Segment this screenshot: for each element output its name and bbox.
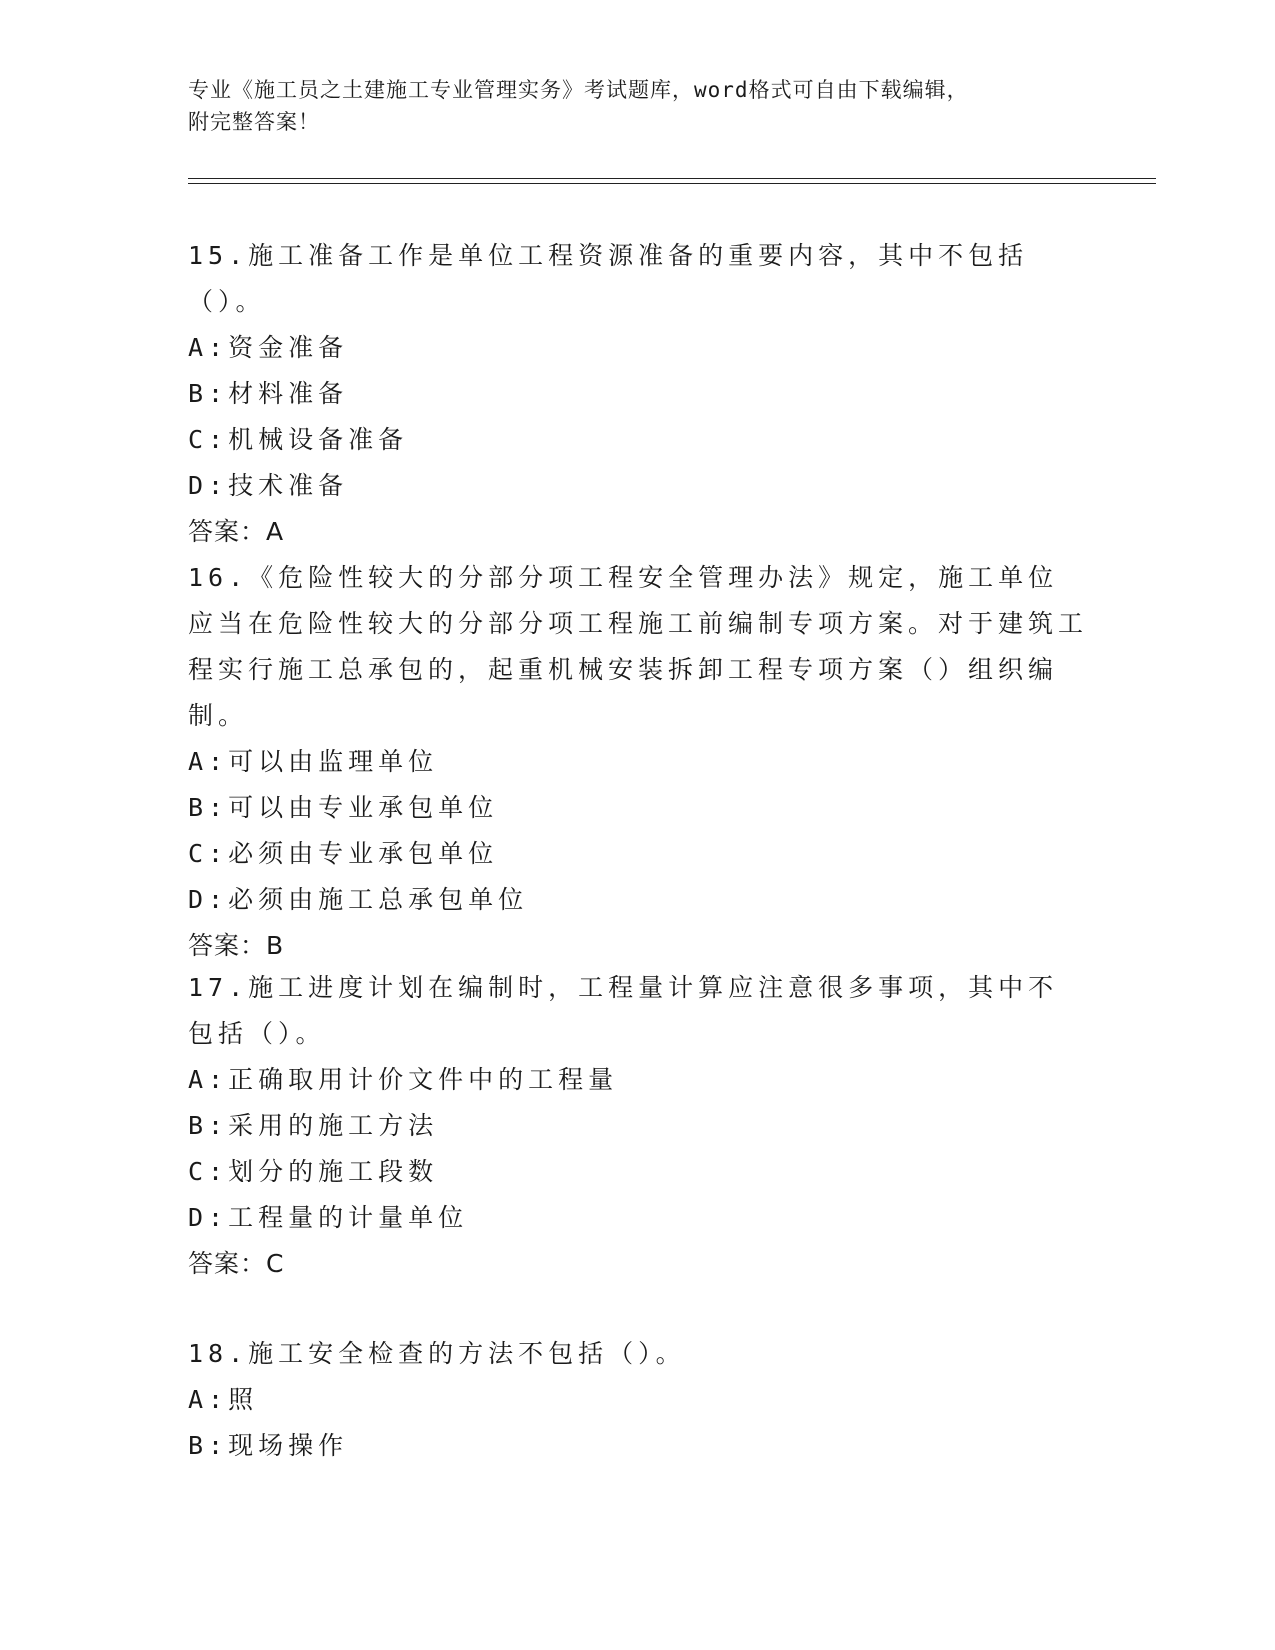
question-stem: 17.施工进度计划在编制时，工程量计算应注意很多事项，其中不包括（）。 [188,973,1059,1048]
option-key: A: [188,747,229,776]
option-text: 正确取用计价文件中的工程量 [228,1065,619,1094]
option-text: 技术准备 [228,471,349,500]
header-divider-bottom [188,183,1156,184]
option-key: D: [188,885,229,914]
option-c [188,831,1088,877]
header-divider-top [188,178,1156,179]
option-text: 必须由施工总承包单位 [228,885,529,914]
option-text: 机械设备准备 [228,425,409,454]
option-b [188,371,1088,417]
option-text: 可以由监理单位 [228,747,439,776]
option-a [188,739,1088,785]
option-key: A: [188,1065,229,1094]
document-header [188,74,1068,138]
header-line-2: 附完整答案！ [188,110,320,134]
option-key: C: [188,839,229,868]
option-text: 可以由专业承包单位 [228,793,499,822]
option-key: B: [188,1111,229,1140]
header-line-1: 专业《施工员之土建施工专业管理实务》考试题库，word格式可自由下载编辑， [188,78,969,102]
option-key: C: [188,425,229,454]
option-text: 必须由专业承包单位 [228,839,499,868]
answer-line: 答案：B [188,931,285,960]
option-text: 资金准备 [228,333,349,362]
answer-line: 答案：A [188,517,285,546]
option-text: 现场操作 [228,1431,349,1460]
option-key: A: [188,333,229,362]
option-text: 采用的施工方法 [228,1111,439,1140]
option-text: 材料准备 [228,379,349,408]
question-stem: 18.施工安全检查的方法不包括（）。 [188,1339,686,1368]
question-15 [188,233,1088,555]
option-key: C: [188,1157,229,1186]
answer-line: 答案：C [188,1249,285,1278]
option-c [188,1149,1088,1195]
option-key: B: [188,1431,229,1460]
option-text: 划分的施工段数 [228,1157,439,1186]
option-d [188,877,1088,923]
question-stem: 16.《危险性较大的分部分项工程安全管理办法》规定，施工单位应当在危险性较大的分部分项工程施工前编制专项方案。对于建筑工程实行施工总承包的，起重机械安装拆卸工程专项方案（）组织编制。 [188,563,1089,730]
option-text: 工程量的计量单位 [228,1203,469,1232]
option-key: A: [188,1385,229,1414]
option-c [188,417,1088,463]
option-key: D: [188,471,229,500]
option-d [188,463,1088,509]
option-b [188,785,1088,831]
option-d [188,1195,1088,1241]
option-key: B: [188,379,229,408]
option-text: 照 [228,1385,259,1414]
option-key: D: [188,1203,229,1232]
question-18 [188,1331,1088,1469]
option-a [188,1377,1088,1423]
option-a [188,1057,1088,1103]
question-17 [188,965,1088,1287]
option-b [188,1103,1088,1149]
option-b [188,1423,1088,1469]
option-a [188,325,1088,371]
option-key: B: [188,793,229,822]
question-16 [188,555,1088,969]
question-stem: 15.施工准备工作是单位工程资源准备的重要内容，其中不包括（）。 [188,241,1029,316]
